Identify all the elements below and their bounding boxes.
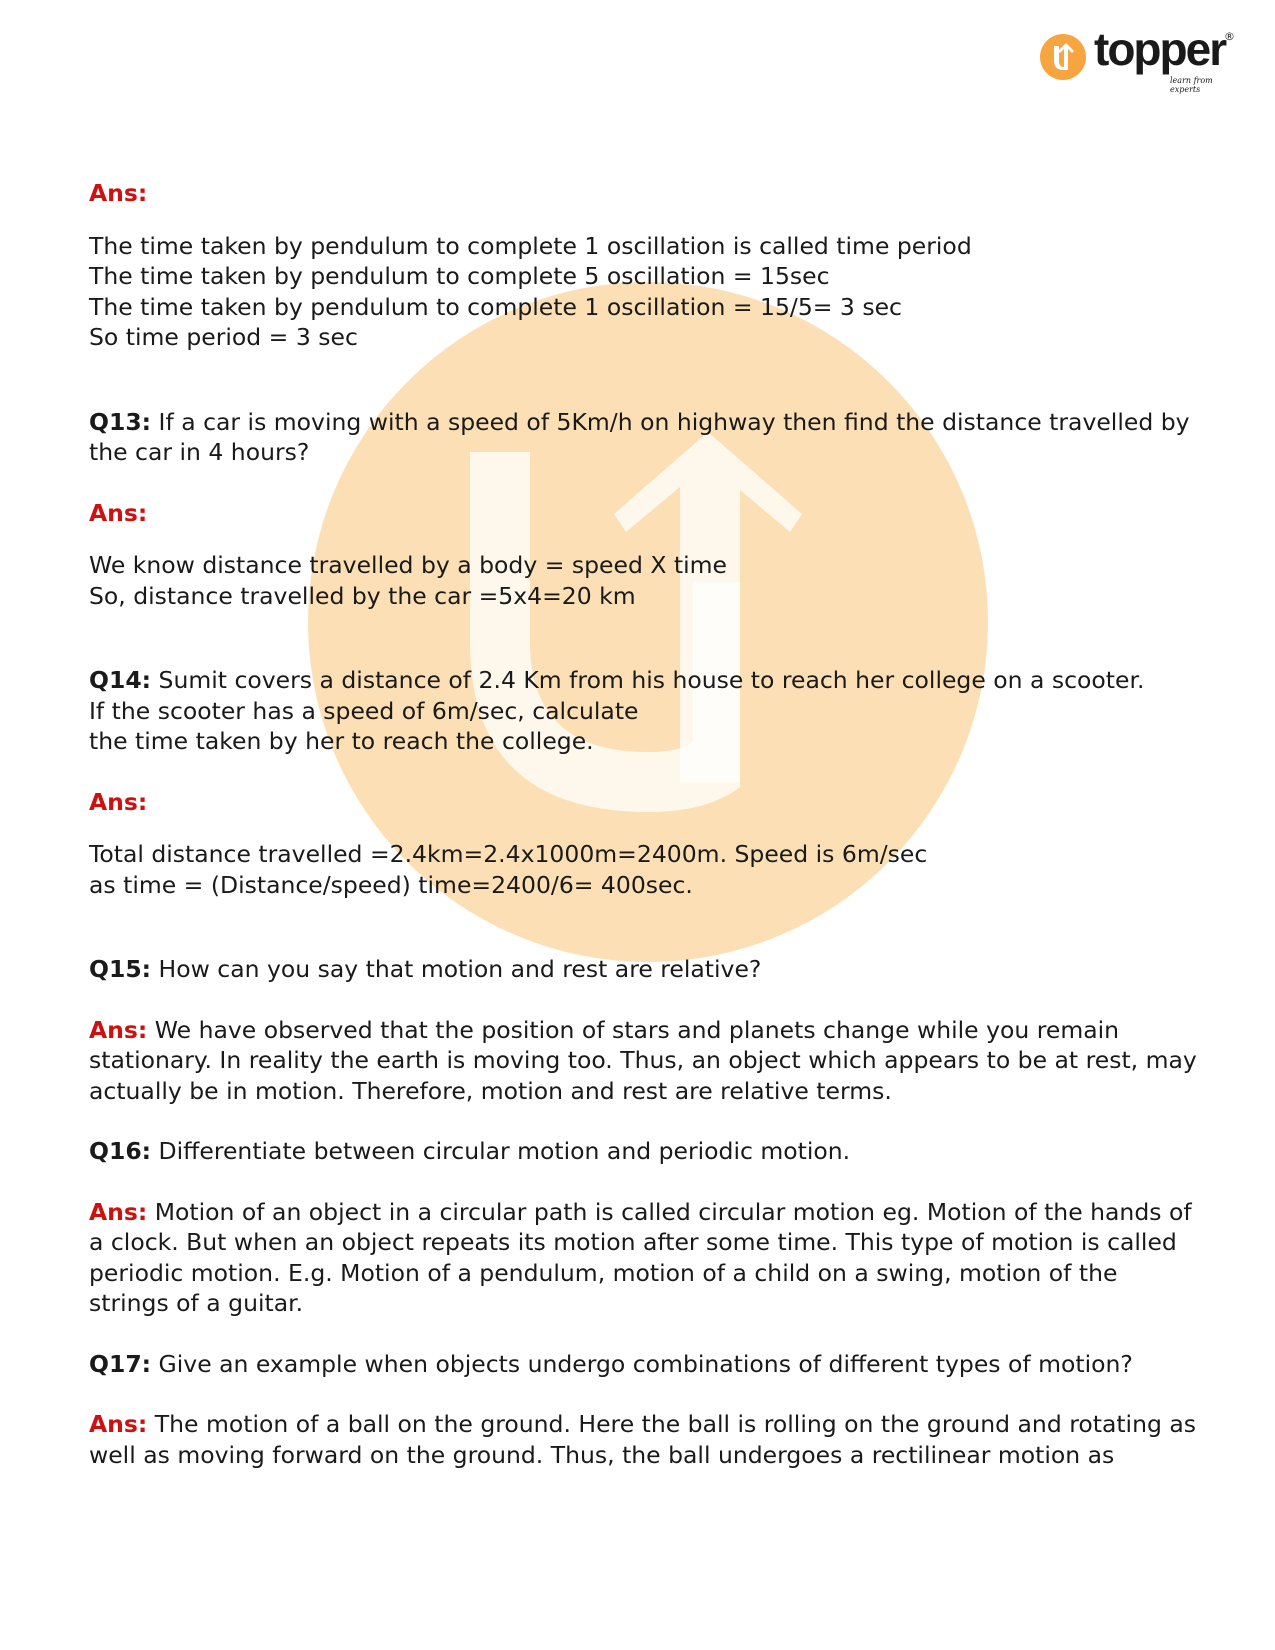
answer-line: So time period = 3 sec [89,323,358,351]
answer-ans16 [89,1197,1199,1319]
question-label: Q16: [89,1137,152,1165]
document-body [89,178,1199,1470]
question-q16 [89,1136,1199,1167]
answer-heading [89,787,1199,818]
answer-text: We have observed that the position of stars and planets change while you remain stationary. In reality the earth is moving too. Thus, an object which appears to be at rest, may actually be in motion. Therefore, motion and rest are relative terms. [89,1015,1197,1105]
question-q15 [89,954,1199,985]
answer-ans17 [89,1409,1199,1470]
question-line: If the scooter has a speed of 6m/sec, calculate [89,696,639,725]
question-text: If a car is moving with a speed of 5Km/h on highway then find the distance travelled by the car in 4 hours? [89,407,1190,466]
answer-label: Ans: [89,179,148,207]
question-label: Q17: [89,1349,152,1378]
logo-mark-icon [1040,34,1086,80]
answer-text: The motion of a ball on the ground. Here the ball is rolling on the ground and rotating as well as moving forward on the ground. Thus, the ball undergoes a rectilinear motion as [89,1410,1197,1469]
answer-line: Total distance travelled =2.4km=2.4x1000m=2400m. Speed is 6m/sec [89,840,928,868]
answer-line: The time taken by pendulum to complete 5 oscillation = 15sec [89,262,830,290]
question-line: the time taken by her to reach the college. [89,727,594,755]
answer-label: Ans: [89,498,148,527]
answer-label: Ans: [89,787,148,816]
answer-line: We know distance travelled by a body = speed X time [89,551,727,579]
question-text: Differentiate between circular motion and periodic motion. [151,1137,851,1165]
question-q14 [89,665,1199,696]
answer-label: Ans: [89,1197,148,1226]
logo-tagline: learn from experts [1170,76,1213,94]
question-label: Q15: [89,955,152,983]
answer-line: as time = (Distance/speed) time=2400/6= 400sec. [89,870,693,899]
question-label: Q13: [89,407,152,436]
logo-wordmark: topper [1094,23,1226,75]
question-text: Give an example when objects undergo combinations of different types of motion? [151,1349,1133,1378]
answer-text: Motion of an object in a circular path is called circular motion eg. Motion of the hands of a clock. But when an object repeats its motion after some time. This type of motion is called periodic motion. E.g. Motion of a pendulum, motion of a child on a swing, motion of the strings of a guitar. [89,1197,1192,1317]
utopper-logo [1040,23,1240,96]
answer-ans15 [89,1015,1199,1107]
answer-line: The time taken by pendulum to complete 1 oscillation = 15/5= 3 sec [89,292,902,321]
question-text: Sumit covers a distance of 2.4 Km from his house to reach her college on a scooter. [151,666,1145,694]
answer-heading [89,178,1199,209]
answer-label: Ans: [89,1410,148,1438]
registered-mark: ® [1224,30,1235,43]
question-q13 [89,407,1199,468]
question-q17 [89,1349,1199,1380]
answer-line: The time taken by pendulum to complete 1 oscillation is called time period [89,231,972,260]
question-text: How can you say that motion and rest are relative? [151,955,762,983]
question-label: Q14: [89,666,152,694]
answer-line: So, distance travelled by the car =5x4=20 km [89,581,636,610]
answer-label: Ans: [89,1015,148,1044]
answer-heading [89,498,1199,529]
